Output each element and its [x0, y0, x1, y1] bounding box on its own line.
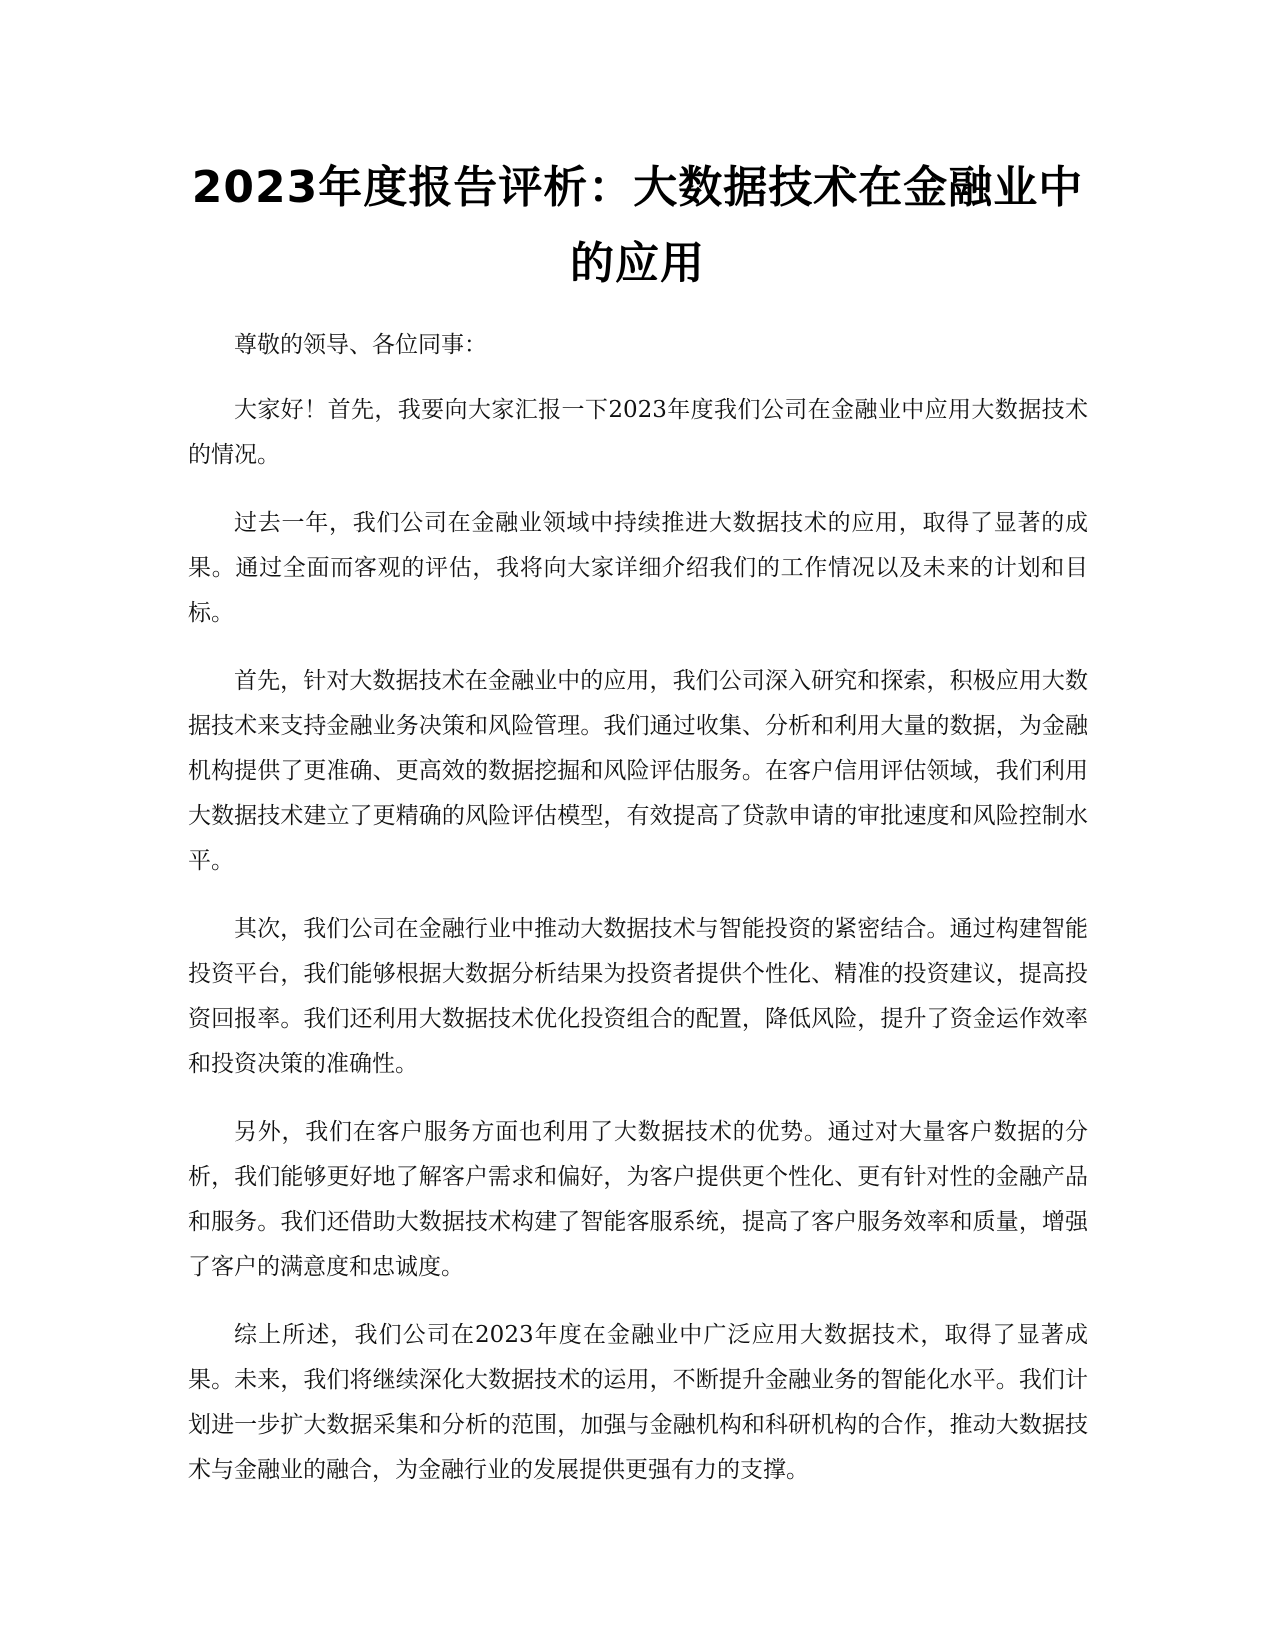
paragraph-conclusion: 综上所述，我们公司在2023年度在金融业中广泛应用大数据技术，取得了显著成果。未来，我们将继续深化大数据技术的运用，不断提升金融业务的智能化水平。我们计划进一步扩大数据采集和分析的范围，加强与金融机构和科研机构的合作，推动大数据技术与金融业的融合，为金融行业的发展提供更强有力的支撑。 — [188, 1322, 1088, 1483]
document-title: 2023年度报告评析：大数据技术在金融业中的应用 — [191, 162, 1084, 289]
paragraph-overview: 过去一年，我们公司在金融业领域中持续推进大数据技术的应用，取得了显著的成果。通过全面而客观的评估，我将向大家详细介绍我们的工作情况以及未来的计划和目标。 — [188, 510, 1088, 626]
document-body — [188, 323, 1088, 1516]
paragraph-intro: 大家好！首先，我要向大家汇报一下2023年度我们公司在金融业中应用大数据技术的情况。 — [188, 397, 1088, 468]
paragraph-customer-service: 另外，我们在客户服务方面也利用了大数据技术的优势。通过对大量客户数据的分析，我们能够更好地了解客户需求和偏好，为客户提供更个性化、更有针对性的金融产品和服务。我们还借助大数据技术构建了智能客服系统，提高了客户服务效率和质量，增强了客户的满意度和忠诚度。 — [188, 1119, 1088, 1280]
paragraph-risk-management: 首先，针对大数据技术在金融业中的应用，我们公司深入研究和探索，积极应用大数据技术来支持金融业务决策和风险管理。我们通过收集、分析和利用大量的数据，为金融机构提供了更准确、更高效的数据挖掘和风险评估服务。在客户信用评估领域，我们利用大数据技术建立了更精确的风险评估模型，有效提高了贷款申请的审批速度和风险控制水平。 — [188, 668, 1088, 874]
paragraph-smart-investment: 其次，我们公司在金融行业中推动大数据技术与智能投资的紧密结合。通过构建智能投资平台，我们能够根据大数据分析结果为投资者提供个性化、精准的投资建议，提高投资回报率。我们还利用大数据技术优化投资组合的配置，降低风险，提升了资金运作效率和投资决策的准确性。 — [188, 916, 1088, 1077]
salutation: 尊敬的领导、各位同事： — [234, 332, 487, 358]
